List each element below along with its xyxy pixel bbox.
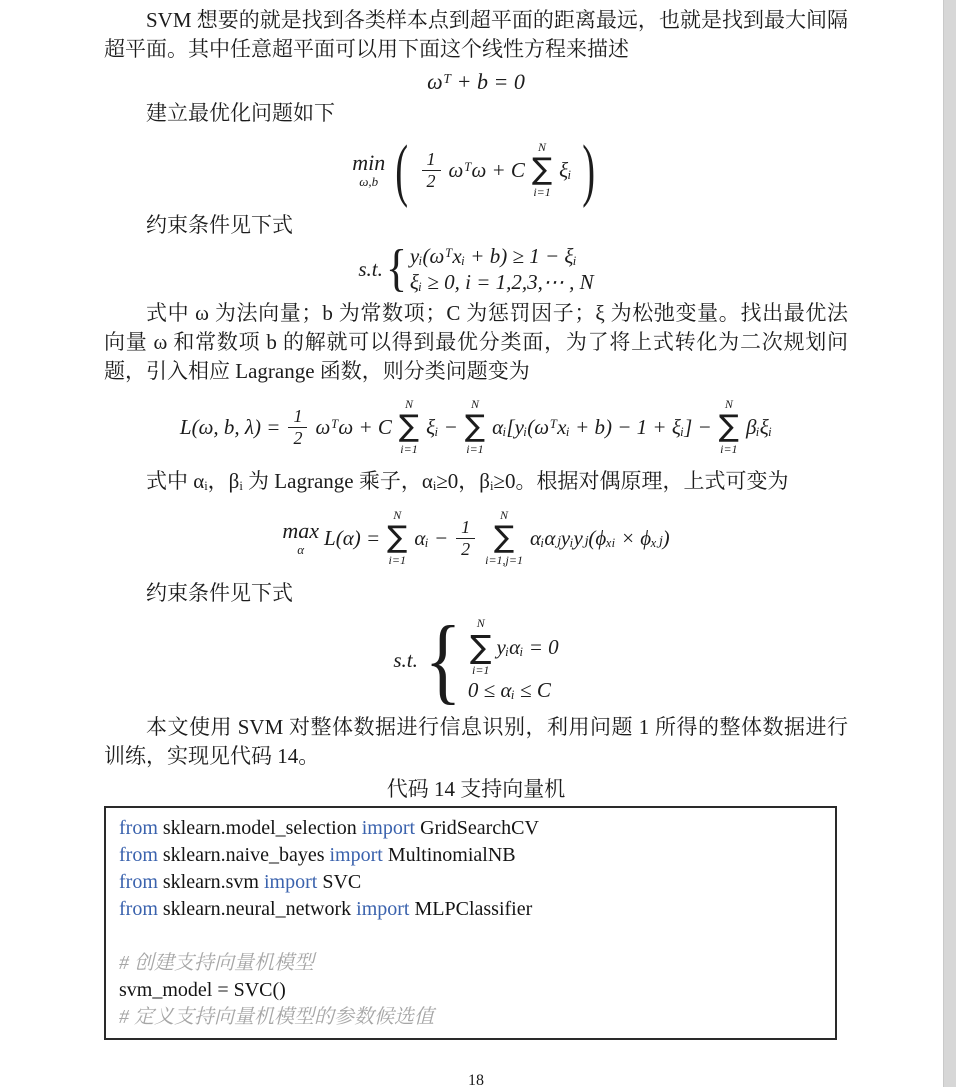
keyword-from: from [119,844,158,866]
code-line [119,896,835,923]
formula-hyperplane-equation [104,69,848,95]
math-term: βᵢξᵢ [745,414,773,439]
keyword-from: from [119,817,158,839]
sigma-symbol: ∑ [493,520,515,555]
cases-block [410,244,594,294]
module-name: sklearn.neural_network [157,898,357,920]
math-term: αᵢ − [414,525,449,550]
page-edge-strip [943,0,956,1087]
formula-constraints-1 [104,240,848,297]
code-block [104,806,837,1040]
keyword-import: import [329,844,383,866]
left-brace: { [424,605,462,713]
right-paren: ) [581,131,595,209]
summation: N ∑ i=1 [469,615,492,677]
left-paren: ( [395,131,409,209]
formula-constraints-2 [104,605,848,713]
formula-min-objective [104,131,848,209]
keyword-import: import [361,817,416,839]
paragraph-constraint-note-1: 约束条件见下式 [146,213,293,237]
math-term: αᵢ[yᵢ(ωᵀxᵢ + b) − 1 + ξᵢ] − [492,414,712,439]
imported-name: SVC [317,871,362,893]
math-term: ωᵀω + C [448,157,525,182]
imported-name: GridSearchCV [415,817,539,839]
sigma-symbol: ∑ [718,409,739,444]
page-content [104,6,848,1087]
math-term: L(ω, b, λ) = [179,414,281,439]
fraction-one-half: $\frac{1}{2}$ [288,406,307,448]
keyword-import: import [356,898,410,920]
summation: N ∑ i=1 [464,396,486,456]
sigma-symbol: ∑ [531,152,553,187]
formula-dual-max [104,503,848,573]
math-expression: ωᵀ + b = 0 [427,69,525,94]
paragraph-constraint-note-2: 约束条件见下式 [146,581,293,605]
keyword-from: from [119,871,158,893]
st-label: s.t. [358,256,383,281]
paragraph-setup-optimization: 建立最优化问题如下 [146,101,335,125]
code-comment: # 定义支持向量机模型的参数候选值 [119,1006,434,1028]
constraint-line: ξᵢ ≥ 0, i = 1,2,3,⋯ , N [409,270,594,294]
code-line: svm_model = SVC() [119,979,286,1001]
max-operator: max α [282,518,320,557]
sigma-symbol: ∑ [469,628,492,666]
paragraph-svm-intro: SVM 想要的就是找到各类样本点到超平面的距离最远，也就是找到最大间隔超平面。其中任意超平面可以用下面这个线性方程来描述 [104,8,848,61]
formula-lagrange-function [104,392,848,462]
module-name: sklearn.model_selection [157,817,362,839]
code-line [119,869,835,896]
code-caption: 代码 14 支持向量机 [386,777,566,801]
sigma-symbol: ∑ [464,409,486,444]
math-term: L(α) = [324,525,381,550]
summation: N ∑ i=1 [531,139,553,199]
fraction-one-half: $\frac{1}{2}$ [422,149,441,191]
code-line-blank [119,923,835,950]
summation: N ∑ i=1,j=1 [485,507,523,567]
math-term: ξᵢ [559,157,572,182]
paragraph-variable-definitions: 式中 ω 为法向量；b 为常数项；C 为惩罚因子；ξ 为松弛变量。找出最优法向量 ω 和常数项 b 的解就可以得到最优分类面，为了将上式转化为二次规划问题，引入相应 Lagrange 函数，则分类问题变为 [104,301,848,383]
constraint-line: N ∑ i=1 yᵢαᵢ = 0 [469,615,559,677]
math-term: ξᵢ − [426,414,458,439]
math-term: ωᵀω + C [315,414,392,439]
fraction-one-half: $\frac{1}{2}$ [456,517,475,559]
code-line [119,815,835,842]
sigma-symbol: ∑ [398,409,420,444]
constraint-line: yᵢ(ωᵀxᵢ + b) ≥ 1 − ξᵢ [409,244,577,268]
imported-name: MLPClassifier [409,898,533,920]
keyword-import: import [263,871,318,893]
paragraph-lagrange-multipliers: 式中 αᵢ，βᵢ 为 Lagrange 乘子，αᵢ≥0，βᵢ≥0。根据对偶原理，上式可变为 [146,469,789,493]
module-name: sklearn.svm [157,871,264,893]
cases-block [468,617,559,703]
keyword-from: from [119,898,158,920]
paragraph-svm-application: 本文使用 SVM 对整体数据进行信息识别，利用问题 1 所得的整体数据进行训练，实现见代码 14。 [104,715,848,768]
constraint-line: 0 ≤ αᵢ ≤ C [467,678,551,703]
summation: N ∑ i=1 [387,507,408,567]
imported-name: MultinomialNB [382,844,516,866]
summation: N ∑ i=1 [398,396,420,456]
min-operator: min ω,b [352,150,386,189]
code-line [119,842,835,869]
sigma-symbol: ∑ [387,520,408,555]
left-brace: { [385,240,407,297]
page-number: 18 [468,1072,484,1087]
code-comment: # 创建支持向量机模型 [119,952,314,974]
st-label: s.t. [393,647,418,672]
summation: N ∑ i=1 [718,396,739,456]
module-name: sklearn.naive_bayes [157,844,330,866]
math-term: αᵢαⱼyᵢyⱼ(ϕₓᵢ × ϕₓⱼ) [530,525,670,550]
